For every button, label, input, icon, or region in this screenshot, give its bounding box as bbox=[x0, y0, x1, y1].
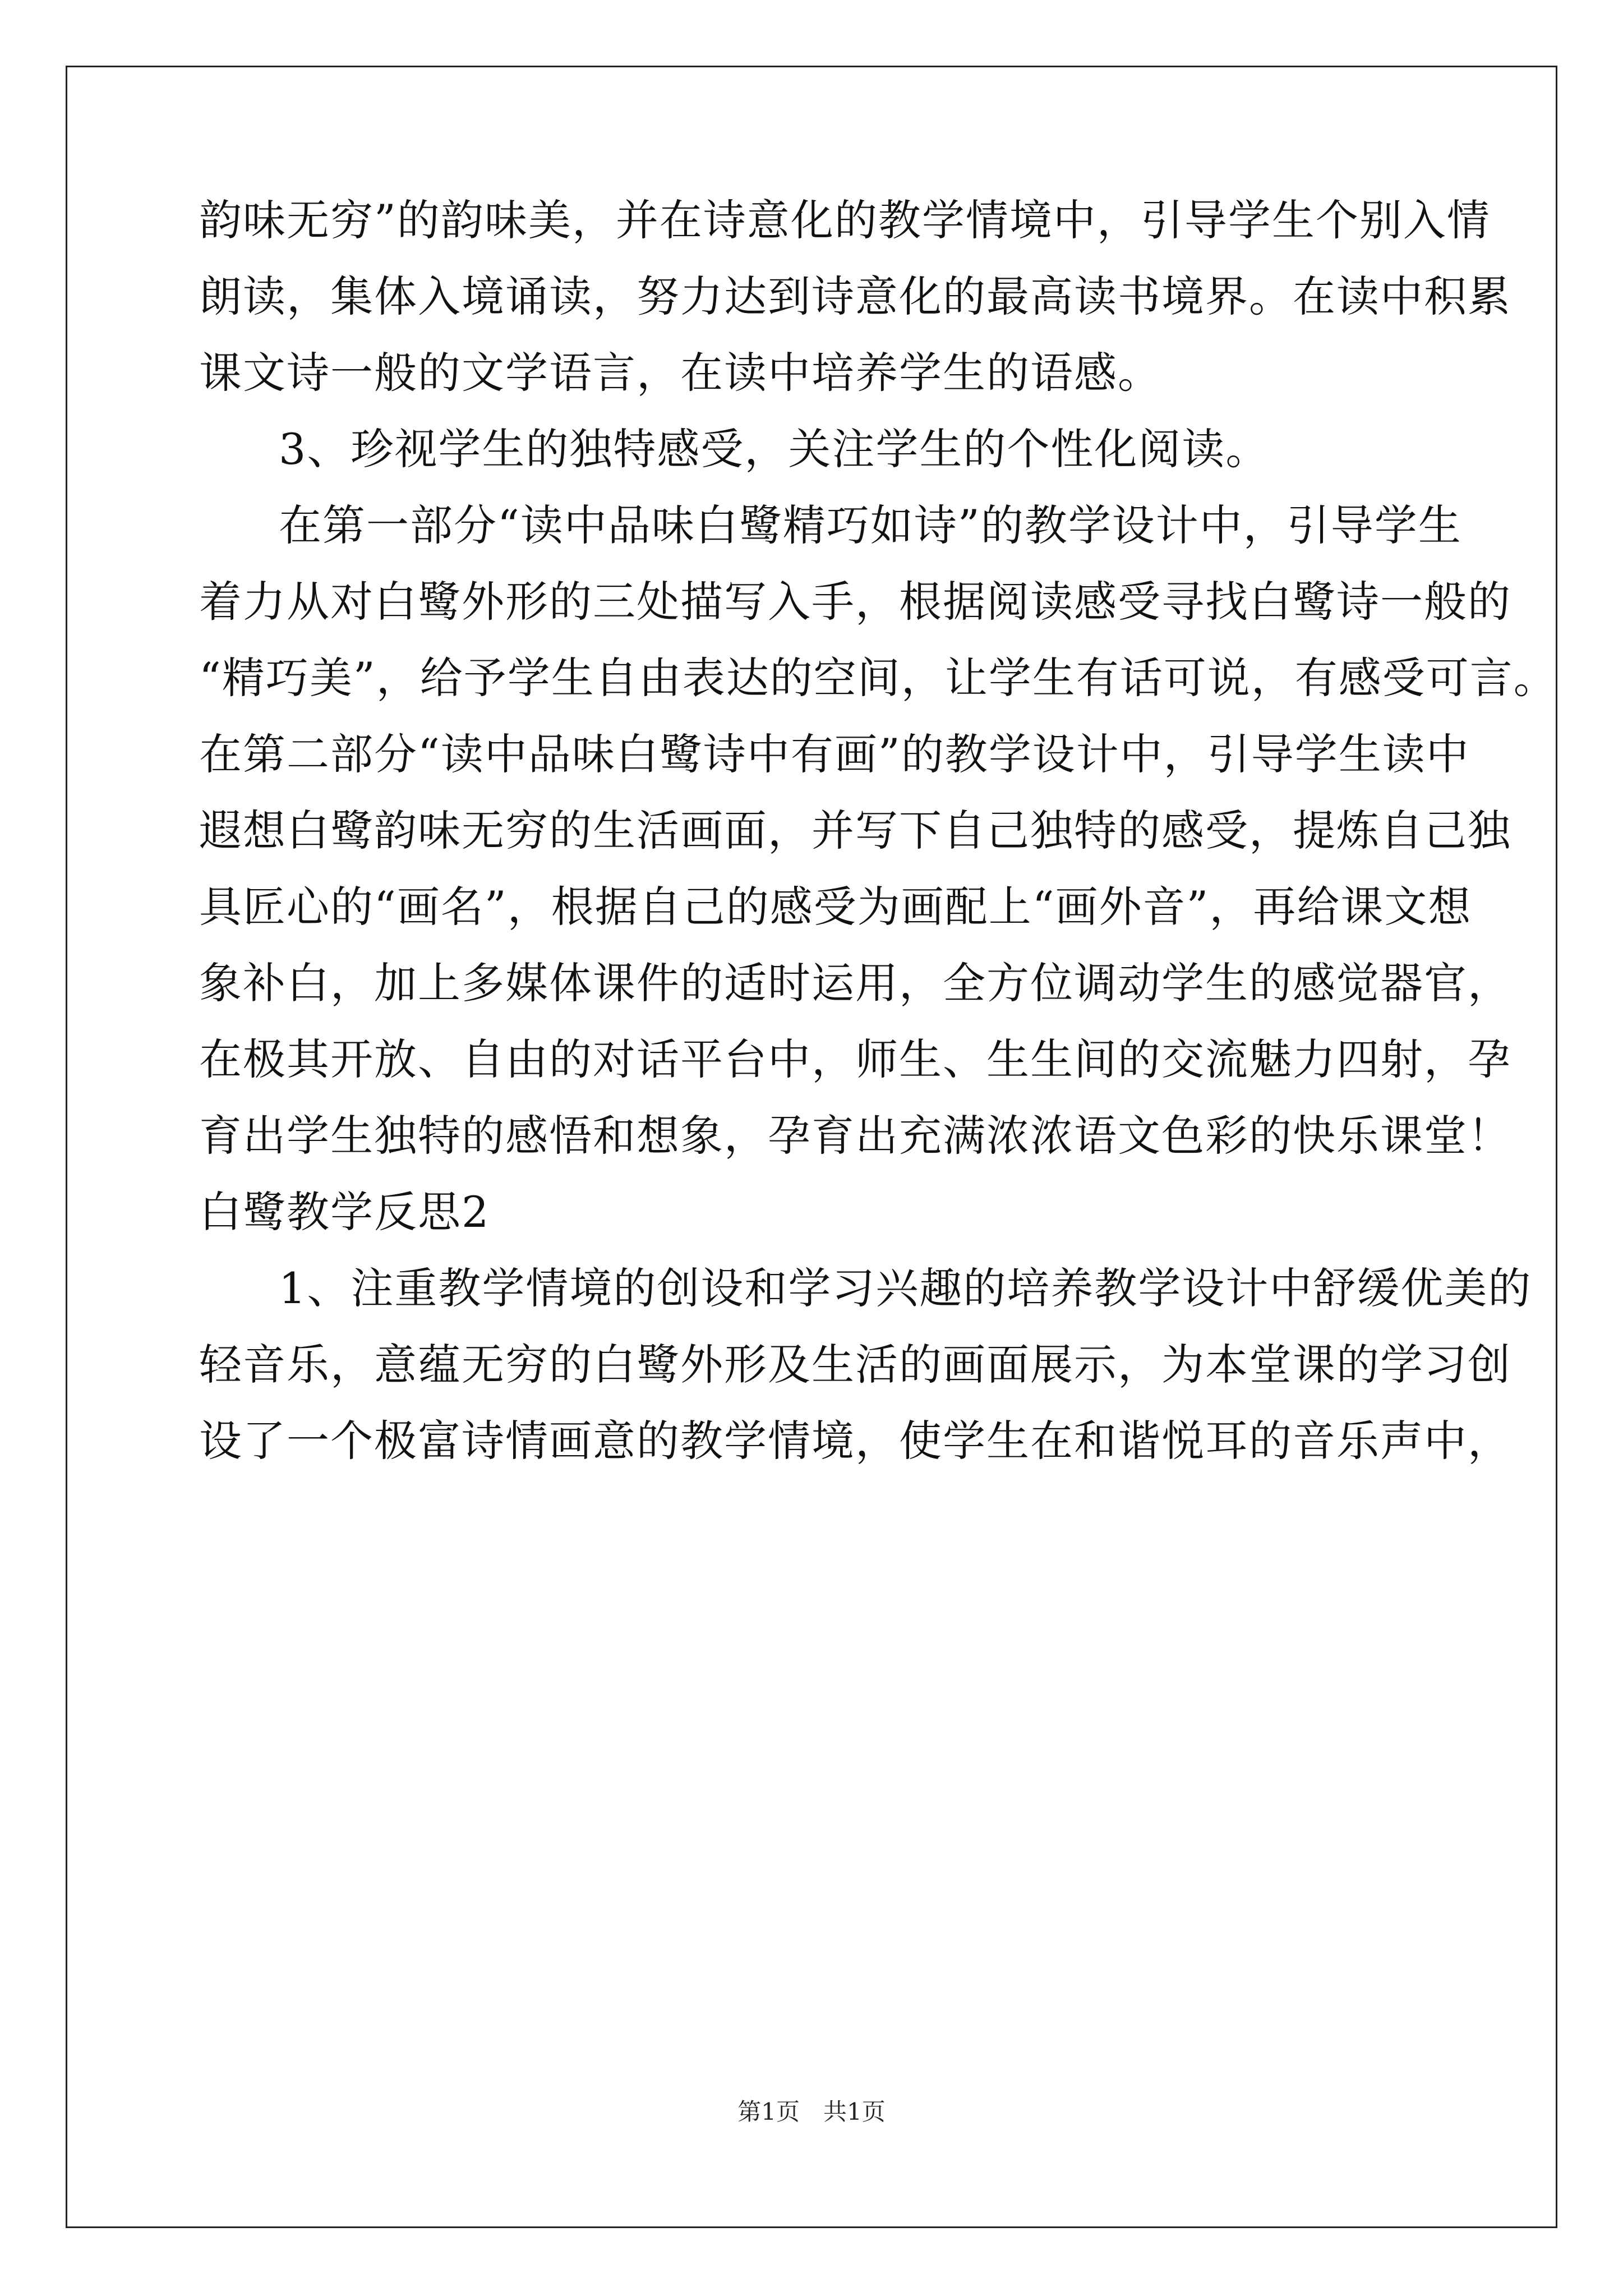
page-footer: 第1页 共1页 bbox=[737, 2098, 886, 2125]
text-line: “精巧美”，给予学生自由表达的空间，让学生有话可说，有感受可言。 bbox=[199, 653, 1557, 703]
text-line: 朗读，集体入境诵读，努力达到诗意化的最高读书境界。在读中积累 bbox=[199, 272, 1511, 321]
text-line: 韵味无穷”的韵味美，并在诗意化的教学情境中，引导学生个别入情 bbox=[199, 195, 1491, 245]
text-line: 在第一部分“读中品味白鹭精巧如诗”的教学设计中，引导学生 bbox=[279, 500, 1462, 550]
text-line: 轻音乐，意蕴无穷的白鹭外形及生活的画面展示，为本堂课的学习创 bbox=[199, 1340, 1511, 1389]
text-line: 课文诗一般的文学语言，在读中培养学生的语感。 bbox=[199, 348, 1161, 398]
text-line: 在第二部分“读中品味白鹭诗中有画”的教学设计中，引导学生读中 bbox=[199, 729, 1470, 779]
text-line: 设了一个极富诗情画意的教学情境，使学生在和谐悦耳的音乐声中， bbox=[199, 1416, 1511, 1466]
text-line: 1、注重教学情境的创设和学习兴趣的培养教学设计中舒缓优美的 bbox=[279, 1263, 1532, 1313]
text-line: 着力从对白鹭外形的三处描写入手，根据阅读感受寻找白鹭诗一般的 bbox=[199, 577, 1511, 627]
text-line: 遐想白鹭韵味无穷的生活画面，并写下自己独特的感受，提炼自己独 bbox=[199, 806, 1511, 855]
text-line: 3、珍视学生的独特感受，关注学生的个性化阅读。 bbox=[279, 424, 1270, 474]
text-line: 育出学生独特的感悟和想象，孕育出充满浓浓语文色彩的快乐课堂！ bbox=[199, 1111, 1511, 1161]
text-line: 象补白，加上多媒体课件的适时运用，全方位调动学生的感觉器官， bbox=[199, 958, 1511, 1008]
text-line: 具匠心的“画名”，根据自己的感受为画配上“画外音”，再给课文想 bbox=[199, 882, 1472, 932]
document-body bbox=[199, 182, 1557, 1479]
text-line: 在极其开放、自由的对话平台中，师生、生生间的交流魅力四射，孕 bbox=[199, 1034, 1511, 1084]
section-heading: 白鹭教学反思2 bbox=[199, 1187, 490, 1237]
